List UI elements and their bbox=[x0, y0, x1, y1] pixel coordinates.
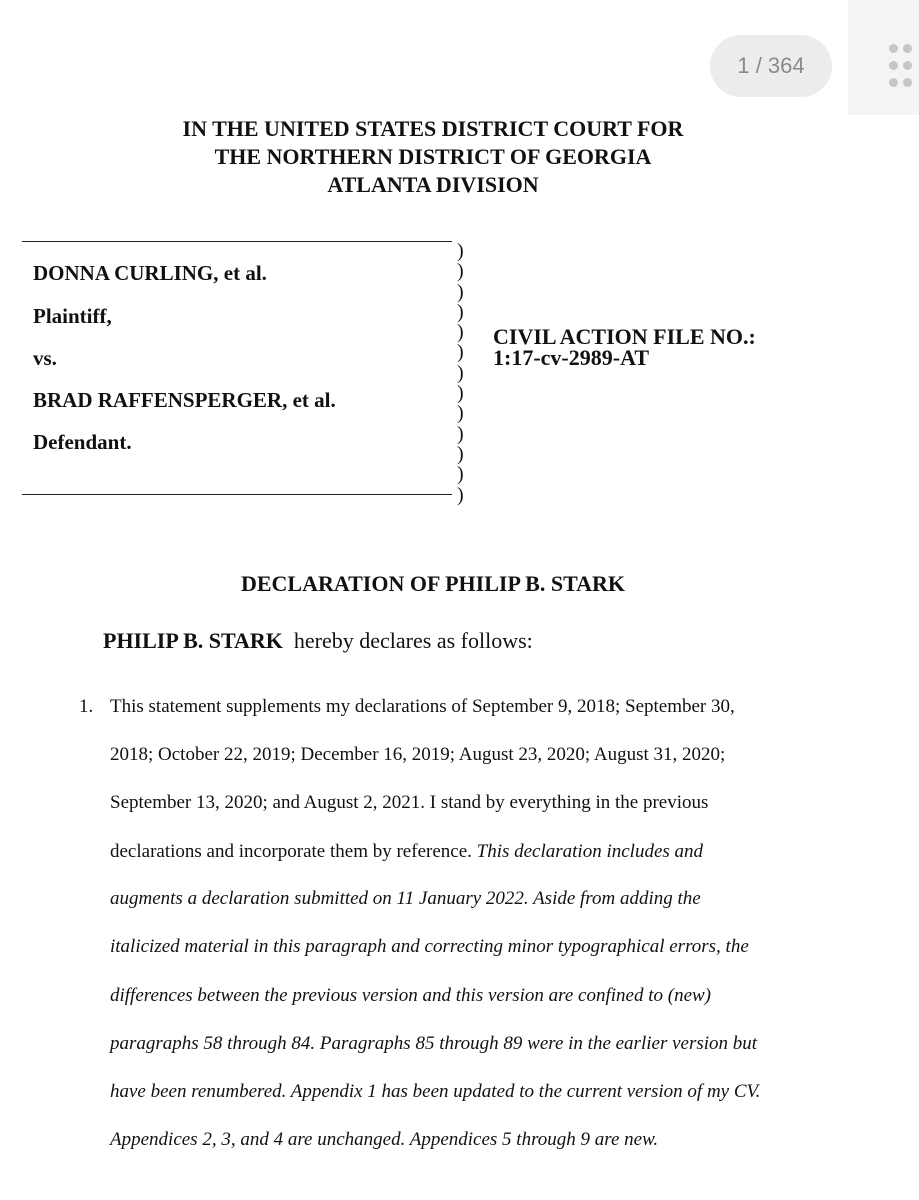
paragraph-line bbox=[110, 1080, 760, 1104]
paragraph-line: This statement supplements my declarations of September 9, 2018; September 30, bbox=[110, 696, 735, 717]
caption-paren: ) bbox=[457, 300, 464, 323]
caption-bottom-rule bbox=[22, 494, 452, 495]
paragraph-text: declarations and incorporate them by reference. bbox=[110, 841, 477, 862]
caption-paren: ) bbox=[457, 240, 464, 262]
court-heading-line: IN THE UNITED STATES DISTRICT COURT FOR bbox=[182, 116, 684, 141]
plaintiff-name: DONNA CURLING, et al. bbox=[33, 261, 267, 285]
caption-paren: ) bbox=[457, 341, 464, 364]
paragraph-line: September 13, 2020; and August 2, 2021. I stand by everything in the previous bbox=[110, 792, 709, 813]
paragraph-italic-text: Appendices 2, 3, and 4 are unchanged. Appendices 5 through 9 are new. bbox=[110, 1129, 659, 1150]
declarant-intro: hereby declares as follows: bbox=[293, 628, 533, 653]
paragraph-italic-text: paragraphs 58 through 84. Paragraphs 85 through 89 were in the earlier version but bbox=[110, 1033, 758, 1054]
court-heading-line: THE NORTHERN DISTRICT OF GEORGIA bbox=[214, 144, 652, 169]
paragraph-line: 2018; October 22, 2019; December 16, 2019; August 23, 2020; August 31, 2020; bbox=[110, 744, 726, 765]
caption-paren: ) bbox=[457, 402, 464, 425]
caption-paren: ) bbox=[457, 260, 464, 283]
caption-top-rule bbox=[22, 241, 452, 242]
paragraph-italic-text: have been renumbered. Appendix 1 has been updated to the current version of my CV. bbox=[110, 1081, 761, 1102]
defendant-role: Defendant. bbox=[33, 430, 132, 454]
paragraph-italic-text: italicized material in this paragraph and correcting minor typographical errors, the bbox=[110, 936, 749, 957]
drag-handle-icon[interactable] bbox=[889, 44, 915, 88]
paragraph-italic-text: This declaration includes and bbox=[476, 841, 704, 862]
caption-paren: ) bbox=[457, 361, 464, 384]
case-number: 1:17-cv-2989-AT bbox=[493, 345, 649, 370]
caption-paren: ) bbox=[457, 463, 464, 486]
paragraph-italic-text: augments a declaration submitted on 11 January 2022. Aside from adding the bbox=[110, 888, 701, 909]
paragraph-line bbox=[110, 935, 749, 959]
defendant-name: BRAD RAFFENSPERGER, et al. bbox=[33, 388, 336, 412]
case-number-label: CIVIL ACTION FILE NO.: bbox=[493, 324, 756, 349]
paragraph-line bbox=[110, 1032, 757, 1056]
caption-paren: ) bbox=[457, 321, 464, 344]
versus-label: vs. bbox=[33, 346, 57, 370]
paragraph-line bbox=[110, 887, 701, 911]
caption-paren: ) bbox=[457, 442, 464, 465]
caption-paren: ) bbox=[457, 382, 464, 405]
declaration-title: DECLARATION OF PHILIP B. STARK bbox=[240, 571, 626, 596]
page-indicator: 1 / 364 bbox=[710, 35, 832, 97]
court-heading-line: ATLANTA DIVISION bbox=[327, 172, 539, 197]
caption-paren: ) bbox=[457, 280, 464, 303]
declarant-name: PHILIP B. STARK bbox=[103, 628, 283, 653]
case-number-block bbox=[493, 326, 756, 368]
caption-parentheses bbox=[457, 241, 477, 505]
declarant-line bbox=[103, 626, 533, 656]
paragraph-number: 1. bbox=[79, 696, 94, 717]
caption-paren: ) bbox=[457, 422, 464, 445]
caption-paren: ) bbox=[457, 483, 464, 506]
plaintiff-role: Plaintiff, bbox=[33, 304, 112, 328]
paragraph-line bbox=[110, 840, 703, 864]
paragraph-line bbox=[110, 984, 711, 1008]
paragraph-line bbox=[110, 1128, 658, 1152]
court-heading bbox=[0, 115, 866, 199]
paragraph-italic-text: differences between the previous version and this version are confined to (new) bbox=[110, 985, 711, 1006]
